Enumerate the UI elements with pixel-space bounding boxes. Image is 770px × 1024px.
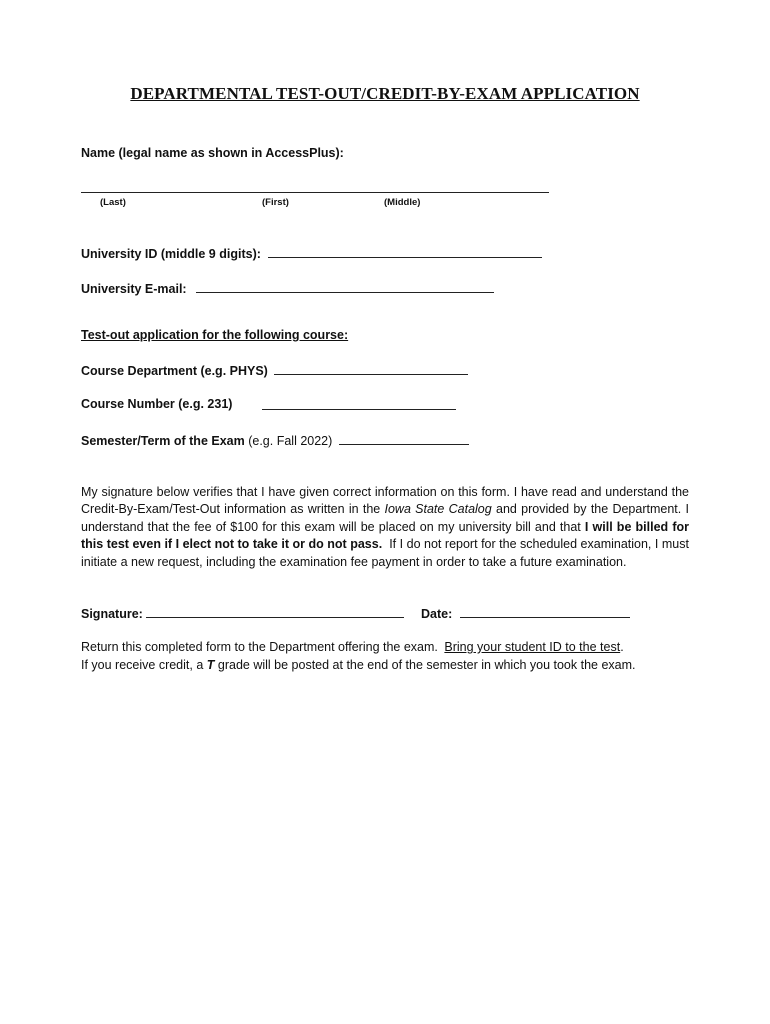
bring-id-notice: Bring your student ID to the test — [444, 640, 621, 654]
university-id-row — [81, 245, 542, 261]
name-label: Name (legal name as shown in AccessPlus): — [81, 146, 344, 160]
agreement-part3: If I do not report for the scheduled examination, I must initiate a new request, including the examination fee payment in order to take a future examination. — [81, 537, 689, 569]
course-department-field[interactable] — [274, 362, 468, 375]
university-email-row — [81, 280, 494, 296]
signature-label: Signature: — [81, 607, 143, 621]
credit-grade: T — [206, 658, 215, 672]
last-name-caption: (Last) — [100, 197, 126, 208]
agreement-paragraph — [81, 484, 689, 571]
middle-name-caption: (Middle) — [384, 197, 421, 208]
course-number-row — [81, 397, 232, 411]
semester-row — [81, 432, 469, 448]
signature-field[interactable] — [146, 605, 404, 618]
name-field[interactable] — [81, 180, 549, 196]
course-number-field-wrap — [262, 397, 456, 413]
university-id-field[interactable] — [268, 245, 542, 258]
course-department-row — [81, 362, 468, 378]
return-text: Return this completed form to the Department offering the exam. — [81, 640, 438, 654]
semester-label: Semester/Term of the Exam — [81, 434, 245, 448]
agreement-part1: My signature below verifies that I have given correct information on this form. I have read and understand the Credit-By-Exam/Test-Out information as written in the — [81, 485, 689, 517]
date-label: Date: — [421, 607, 453, 621]
form-title: DEPARTMENTAL TEST-OUT/CREDIT-BY-EXAM APPLICATION — [130, 84, 640, 103]
credit-post: grade will be posted at the end of the semester in which you took the exam. — [217, 658, 636, 672]
semester-field[interactable] — [339, 432, 469, 445]
signature-row — [81, 605, 404, 621]
course-number-field[interactable] — [262, 397, 456, 410]
course-section-heading: Test-out application for the following course: — [81, 328, 349, 342]
date-field[interactable] — [460, 605, 630, 618]
semester-example: (e.g. Fall 2022) — [248, 434, 333, 448]
course-department-label: Course Department (e.g. PHYS) — [81, 364, 268, 378]
credit-pre: If you receive credit, a — [81, 658, 204, 672]
bring-id-period: . — [620, 640, 624, 654]
catalog-title: Iowa State Catalog — [384, 502, 492, 517]
agreement-billing-notice: I will be billed for this test even if I elect not to take it or do not pass. — [81, 519, 689, 552]
university-email-label: University E-mail: — [81, 282, 187, 296]
university-id-label: University ID (middle 9 digits): — [81, 247, 261, 261]
credit-notice — [81, 658, 636, 672]
agreement-part2: and provided by the Department. I understand that the fee of $100 for this exam will be placed on my university bill and that — [81, 502, 689, 534]
university-email-field[interactable] — [196, 280, 494, 293]
name-blank-line[interactable] — [81, 180, 549, 193]
first-name-caption: (First) — [262, 197, 289, 208]
return-instructions — [81, 640, 624, 654]
course-number-label: Course Number (e.g. 231) — [81, 397, 233, 411]
date-row — [421, 605, 630, 621]
